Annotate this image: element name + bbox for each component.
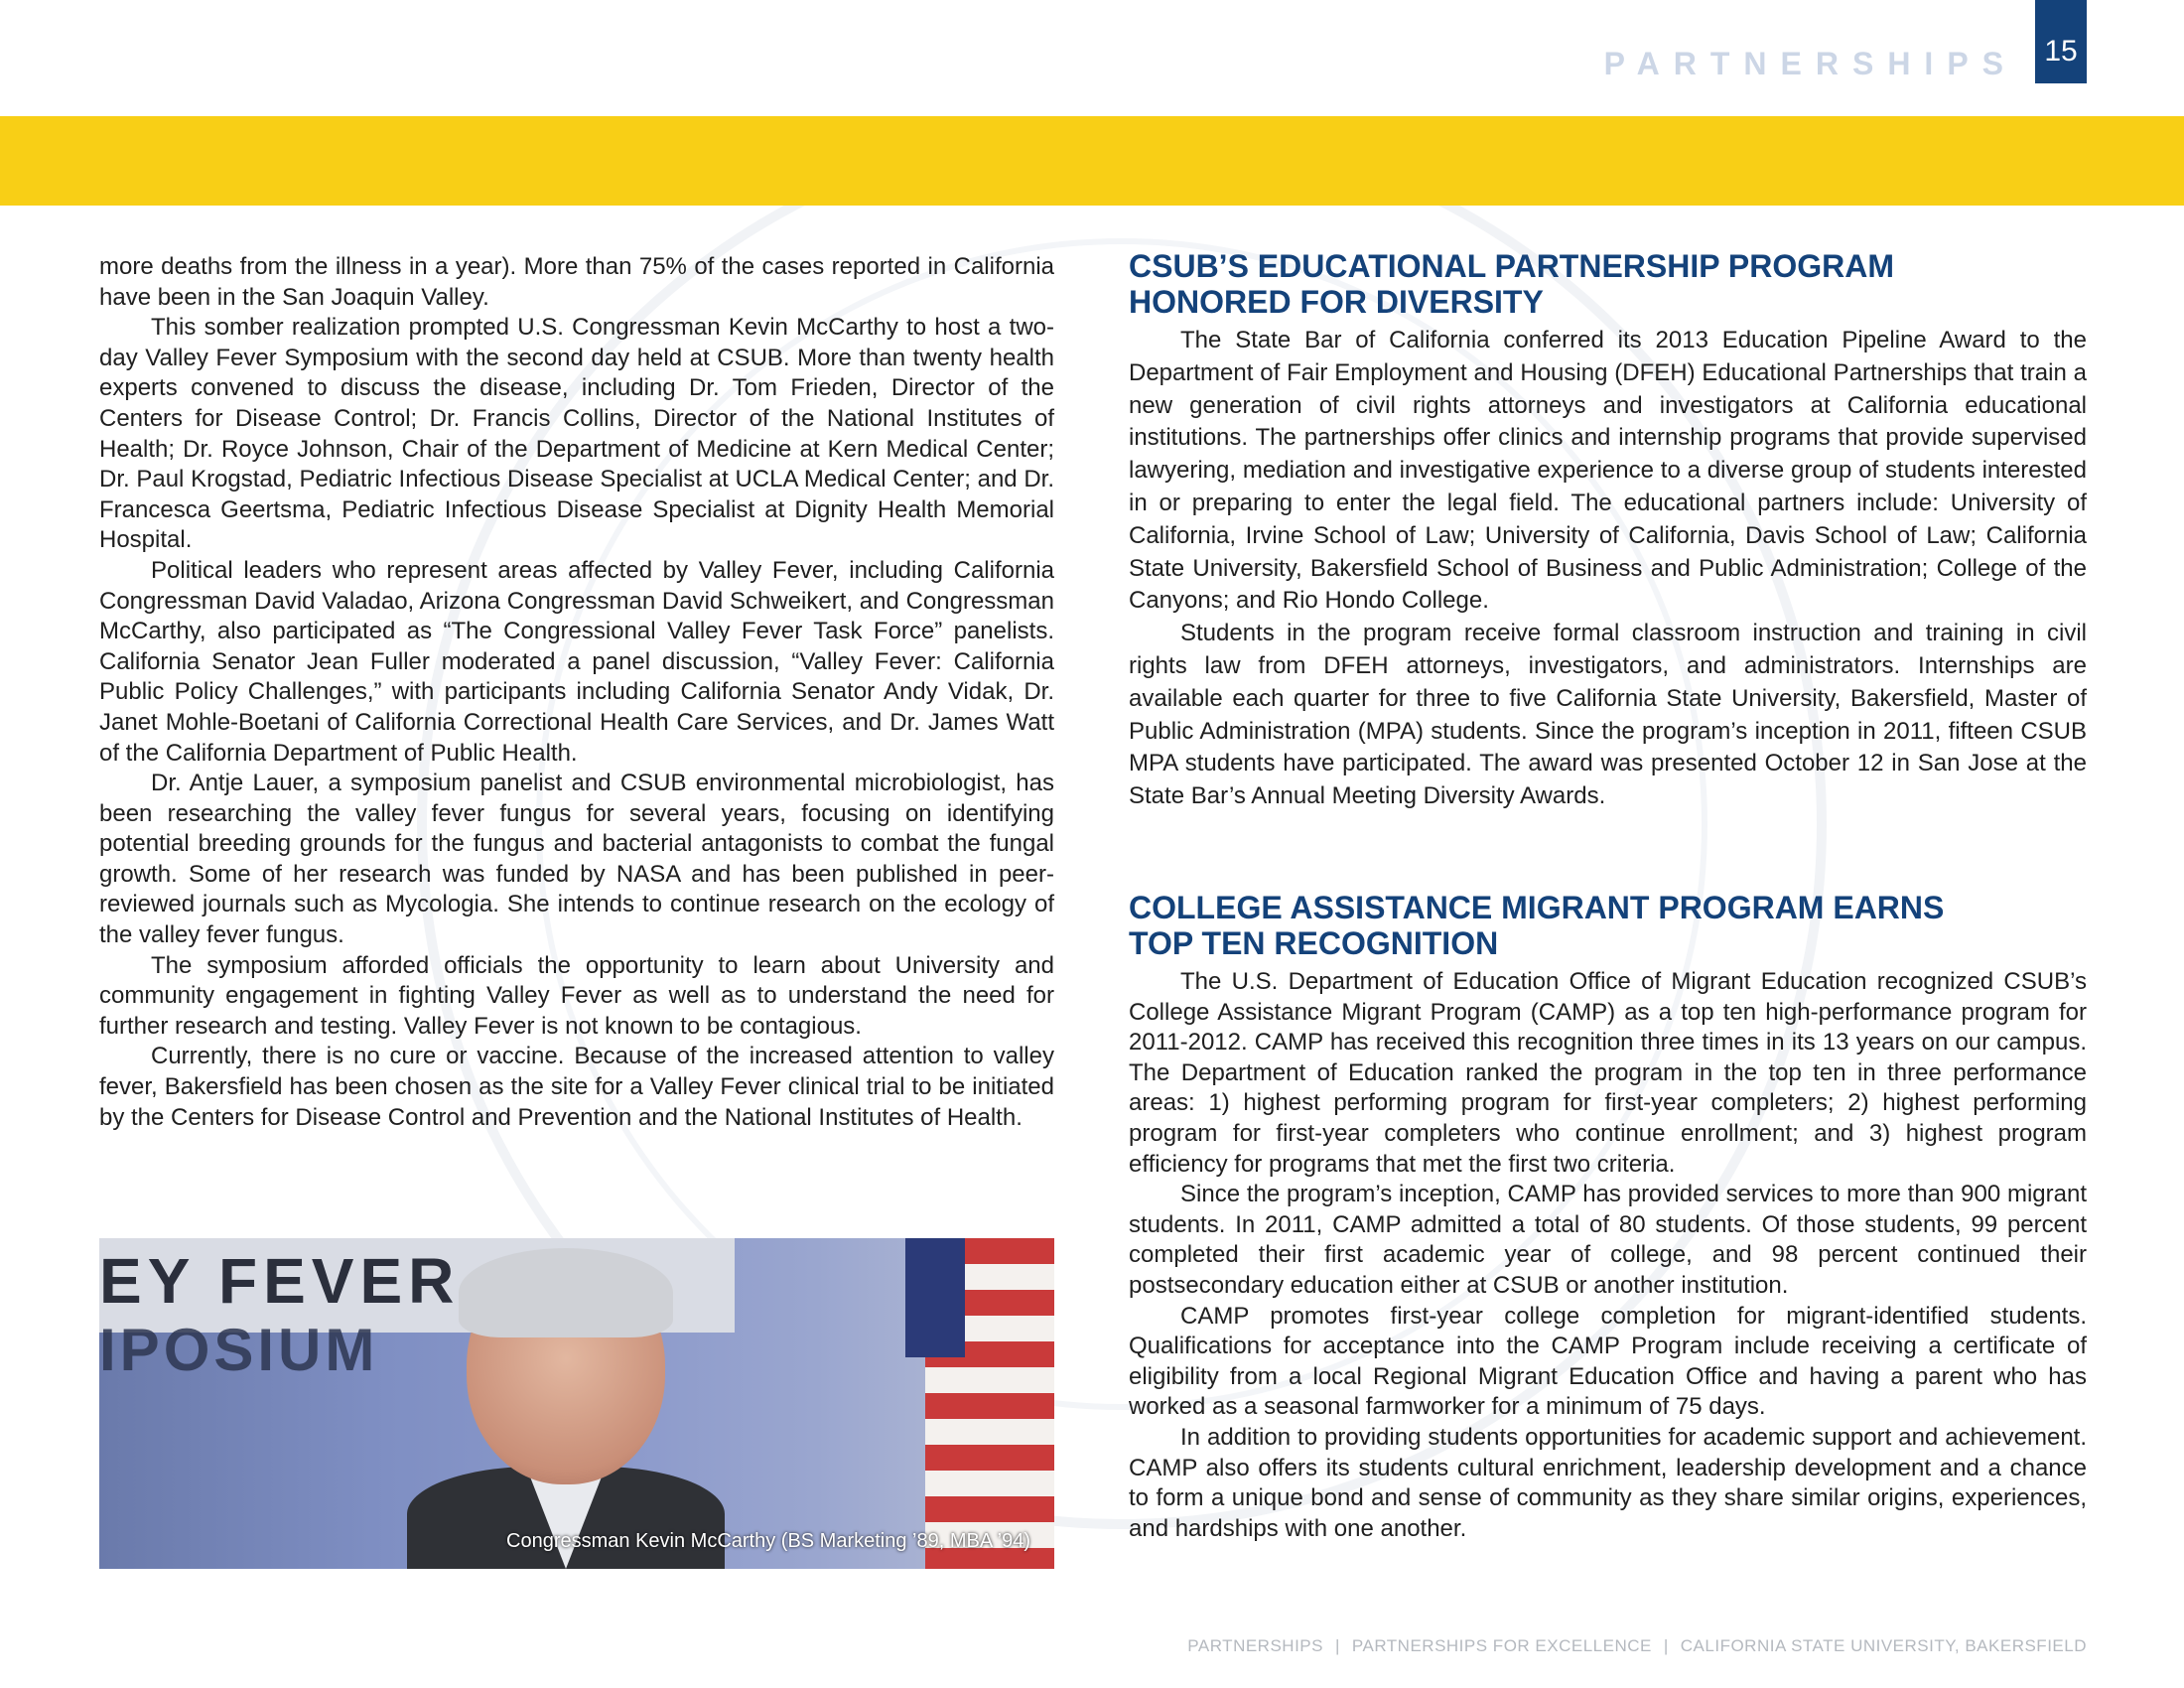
photo-caption: Congressman Kevin McCarthy (BS Marketing ’89, MBA ’94) <box>506 1530 1030 1552</box>
footer-separator: | <box>1334 1636 1340 1655</box>
footer-separator: | <box>1663 1636 1669 1655</box>
heading-line: TOP TEN RECOGNITION <box>1129 925 1499 961</box>
article-heading-partnership <box>1129 248 2087 320</box>
article-body-camp <box>1129 967 2087 1544</box>
paragraph: The State Bar of California conferred its 2013 Education Pipeline Award to the Department of Fair Employment and Housing (DFEH) Educational Partnerships that train a new generation of civil rights attorneys and investigators at California educational institutions. The partnerships offer clinics and internship programs that provide supervised lawyering, mediation and investigative experience to a diverse group of students interested in or preparing to enter the legal field. The educational partners include: University of California, Irvine School of Law; University of California, Davis School of Law; California State University, Bakersfield School of Business and Public Administration; College of the Canyons; and Rio Hondo College. <box>1129 327 2087 615</box>
article-heading-camp <box>1129 890 2087 961</box>
header-band <box>0 116 2184 206</box>
person-hair <box>459 1248 673 1337</box>
section-title: PARTNERSHIPS <box>1603 46 2017 81</box>
footer-item: PARTNERSHIPS FOR EXCELLENCE <box>1351 1636 1652 1655</box>
left-column <box>99 252 1054 1133</box>
flag-canton <box>905 1238 965 1357</box>
paragraph: The U.S. Department of Education Office of Migrant Education recognized CSUB’s College Assistance Migrant Program (CAMP) as a top ten high-performance program for 2011-2012. CAMP has received this recognition three times in its 13 years on our campus. The Department of Education ranked the program in the top ten in three performance areas: 1) highest performing program for first-year completers; 2) highest performing program for first-year completers who continue enrollment; and 3) highest program efficiency for programs that met the first two criteria. <box>1129 968 2087 1178</box>
paragraph: Currently, there is no cure or vaccine. Because of the increased attention to valley fever, Bakersfield has been chosen as the site for a Valley Fever clinical trial to be initiated by the Centers for Disease Control and Prevention and the National Institutes of Health. <box>99 1043 1054 1131</box>
paragraph: In addition to providing students opportunities for academic support and achievement. CAMP also offers its students cultural enrichment, leadership development and a chance to form a unique bond and sense of community as they share similar origins, experiences, and hardships with one another. <box>1129 1423 2087 1542</box>
paragraph: Since the program’s inception, CAMP has provided services to more than 900 migrant students. In 2011, CAMP admitted a total of 80 students. Of those students, 99 percent completed their first academic year of college, and 98 percent continued their postsecondary education either at CSUB or another institution. <box>1129 1181 2087 1299</box>
page-number-tab <box>2035 0 2087 83</box>
footer-item: PARTNERSHIPS <box>1187 1636 1323 1655</box>
heading-line: HONORED FOR DIVERSITY <box>1129 284 1544 320</box>
photo-banner-text: EY FEVER <box>99 1245 461 1317</box>
photo-mccarthy <box>99 1238 1054 1569</box>
photo-banner-text: IPOSIUM <box>99 1317 379 1383</box>
page-number: 15 <box>2044 35 2078 68</box>
heading-line: COLLEGE ASSISTANCE MIGRANT PROGRAM EARNS <box>1129 890 1945 925</box>
paragraph: more deaths from the illness in a year). More than 75% of the cases reported in California have been in the San Joaquin Valley. <box>99 253 1054 311</box>
paragraph: CAMP promotes first-year college completion for migrant-identified students. Qualifications for acceptance into the CAMP Program include receiving a certificate of eligibility from a local Regional Migrant Education Office and having a parent who has worked as a seasonal farmworker for a minimum of 75 days. <box>1129 1302 2087 1421</box>
paragraph: This somber realization prompted U.S. Congressman Kevin McCarthy to host a two-day Valley Fever Symposium with the second day held at CSUB. More than twenty health experts convened to discuss the disease, including Dr. Tom Frieden, Director of the Centers for Disease Control; Dr. Francis Collins, Director of the National Institutes of Health; Dr. Royce Johnson, Chair of the Department of Medicine at Kern Medical Center; Dr. Paul Krogstad, Pediatric Infectious Disease Specialist at UCLA Medical Center; and Dr. Francesca Geertsma, Pediatric Infectious Disease Specialist at Dignity Health Memorial Hospital. <box>99 314 1054 554</box>
paragraph: Students in the program receive formal classroom instruction and training in civil rights law from DFEH attorneys, investigators, and administrators. Internships are available each quarter for three to five California State University, Bakersfield, Master of Public Administration (MPA) students. Since the program’s inception in 2011, fifteen CSUB MPA students have participated. The award was presented October 12 in San Jose at the State Bar’s Annual Meeting Diversity Awards. <box>1129 620 2087 810</box>
paragraph: The symposium afforded officials the opportunity to learn about University and community engagement in fighting Valley Fever as well as to understand the need for further research and testing. Valley Fever is not known to be contagious. <box>99 951 1054 1040</box>
footer-item: CALIFORNIA STATE UNIVERSITY, BAKERSFIELD <box>1680 1636 2087 1655</box>
heading-line: CSUB’S EDUCATIONAL PARTNERSHIP PROGRAM <box>1129 248 1895 284</box>
paragraph: Dr. Antje Lauer, a symposium panelist and CSUB environmental microbiologist, has been researching the valley fever fungus for several years, focusing on identifying potential breeding grounds for the fungus and bacterial antagonists to combat the fungal growth. Some of her research was funded by NASA and has been published in peer-reviewed journals such as Mycologia. She intends to continue research on the ecology of the valley fever fungus. <box>99 770 1054 949</box>
paragraph: Political leaders who represent areas affected by Valley Fever, including California Congressman David Valadao, Arizona Congressman David Schweikert, and Congressman McCarthy, also participated as “The Congressional Valley Fever Task Force” panelists. California Senator Jean Fuller moderated a panel discussion, “Valley Fever: California Public Policy Challenges,” with participants including California Senator Andy Vidak, Dr. Janet Mohle-Boetani of California Correctional Health Care Services, and Dr. James Watt of the California Department of Public Health. <box>99 556 1054 767</box>
article-body-partnership <box>1129 325 2087 813</box>
page-footer <box>1187 1636 2087 1656</box>
